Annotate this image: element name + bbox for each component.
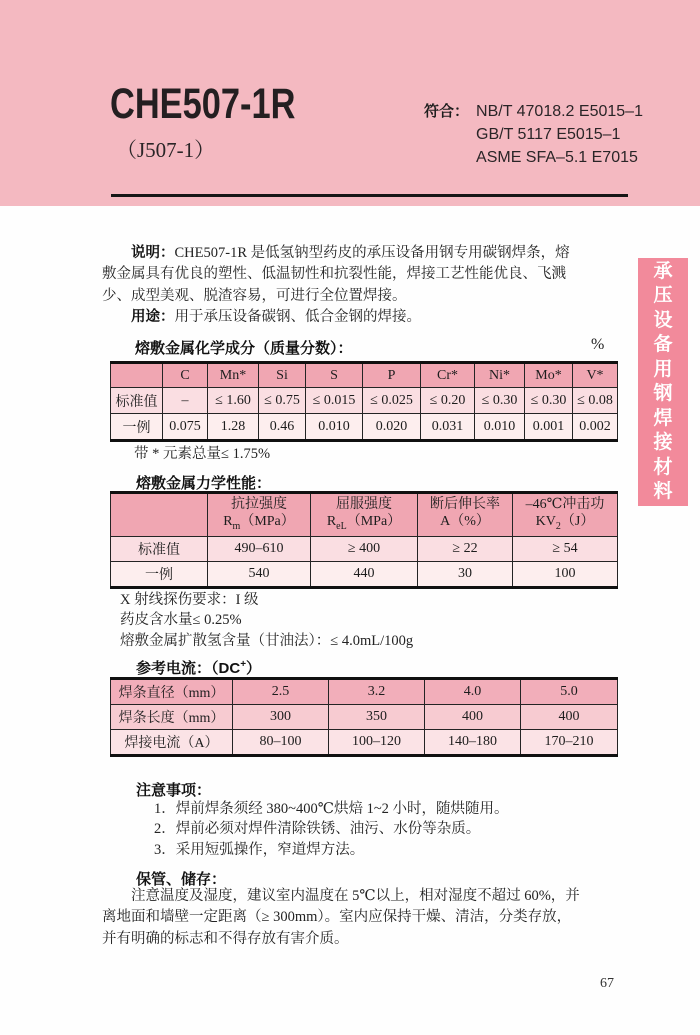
- cell: 3.2: [329, 679, 425, 705]
- cell: ≤ 0.30: [475, 388, 525, 414]
- strip-char: 料: [653, 481, 673, 502]
- current-heading: 参考电流：（DC+）: [136, 659, 262, 677]
- cell: 400: [521, 705, 618, 730]
- usage-text: 用于承压设备碳钢、低合金钢的焊接。: [174, 309, 421, 326]
- table-row: [111, 537, 618, 562]
- cell: 4.0: [425, 679, 521, 705]
- cell: ≤ 0.015: [306, 388, 363, 414]
- mechanics-table: [110, 491, 618, 589]
- cell: 400: [425, 705, 521, 730]
- strip-char: 用: [653, 358, 673, 380]
- corner-cell: [111, 363, 163, 388]
- cell: ≥ 54: [513, 537, 618, 562]
- cell: ≤ 1.60: [208, 388, 259, 414]
- row-label: 焊条长度（mm）: [111, 705, 233, 730]
- header-line1: 断后伸长率: [430, 496, 500, 512]
- row-label: 焊条直径（mm）: [111, 679, 233, 705]
- row-label: 一例: [111, 414, 163, 441]
- mechanics-notes: [120, 590, 413, 651]
- notes-heading: 注意事项：: [136, 782, 212, 799]
- cell: 490–610: [208, 537, 311, 562]
- cell: 80–100: [233, 730, 329, 756]
- usage-paragraph: [102, 307, 574, 328]
- cell: ≤ 0.08: [573, 388, 618, 414]
- column-header: Cr*: [421, 363, 475, 388]
- strip-char: 压: [653, 285, 673, 306]
- header-line2: $R_m(MPa)$: [223, 513, 295, 532]
- cell: 350: [329, 705, 425, 730]
- cell: 0.031: [421, 414, 475, 441]
- header-banner: [0, 0, 700, 206]
- cell: 30: [418, 562, 513, 588]
- cell: 2.5: [233, 679, 329, 705]
- cell: 0.010: [306, 414, 363, 441]
- column-header: P: [363, 363, 421, 388]
- notes-list: [154, 799, 509, 860]
- note-line: 熔敷金属扩散氢含量（甘油法）：≤ 4.0mL/100g: [120, 632, 414, 649]
- header-line2: $R_{eL}(MPa)$: [326, 513, 402, 532]
- cell: 170–210: [521, 730, 618, 756]
- column-header: [418, 493, 513, 537]
- strip-char: 接: [653, 432, 673, 453]
- cell: ≤ 0.025: [363, 388, 421, 414]
- standards-list: [476, 100, 643, 169]
- cell: 0.075: [163, 414, 208, 441]
- header-line2: A（%）: [440, 513, 490, 529]
- column-header: Si: [259, 363, 306, 388]
- cell: 5.0: [521, 679, 618, 705]
- header-rule: [111, 194, 628, 197]
- corner-cell: [111, 493, 208, 537]
- column-header: [513, 493, 618, 537]
- table-row: [111, 679, 618, 705]
- strip-char: 设: [653, 309, 673, 331]
- cell: ≤ 0.20: [421, 388, 475, 414]
- storage-text: 注意温度及湿度，建议室内温度在 5℃以上，相对湿度不超过 60%，并离地面和墙壁一定距离（≥ 300mm）。室内应保持干燥、清洁，分类存放，并有明确的标志和不得存放有害介质。: [102, 888, 580, 947]
- description-text: CHE507-1R 是低氢钠型药皮的承压设备用钢专用碳钢焊条，熔敷金属具有优良的塑性、低温韧性和抗裂性能，焊接工艺性能优良、飞溅少、成型美观、脱渣容易，可进行全位置焊接。: [102, 245, 570, 304]
- strip-char: 材: [653, 456, 673, 478]
- storage-heading: 保管、储存：: [136, 871, 227, 888]
- storage-block: [102, 886, 582, 950]
- product-title: CHE507-1R: [110, 80, 296, 128]
- intro-block: [102, 243, 574, 329]
- note-item: 2．焊前必须对焊件清除铁锈、油污、水份等杂质。: [154, 821, 481, 838]
- column-header: V*: [573, 363, 618, 388]
- note-line: X 射线探伤要求：I 级: [120, 592, 259, 608]
- header-line2: $KV_2(J)$: [535, 513, 595, 532]
- chemistry-header-row: [111, 363, 618, 388]
- table-row: [111, 705, 618, 730]
- chemistry-unit: %: [591, 336, 605, 353]
- header-line1: –46℃冲击功: [525, 496, 605, 512]
- cell: ≥ 400: [311, 537, 418, 562]
- row-label: 焊接电流（A）: [111, 730, 233, 756]
- row-label: 标准值: [111, 537, 208, 562]
- column-header: Mo*: [525, 363, 573, 388]
- header-line1: 抗拉强度: [231, 496, 287, 512]
- standard-line: ASME SFA–5.1 E7015: [476, 149, 638, 166]
- cell: ≥ 22: [418, 537, 513, 562]
- cell: 100–120: [329, 730, 425, 756]
- column-header: [208, 493, 311, 537]
- page-number: 67: [600, 976, 614, 991]
- chemistry-footnote: 带 * 元素总量≤ 1.75%: [134, 446, 271, 462]
- strip-char: 钢: [653, 383, 673, 404]
- note-item: 1．焊前焊条须经 380~400℃烘焙 1~2 小时，随烘随用。: [154, 801, 509, 817]
- cell: 300: [233, 705, 329, 730]
- table-row: [111, 730, 618, 756]
- cell: 0.46: [259, 414, 306, 441]
- table-row: [111, 562, 618, 588]
- cell: 1.28: [208, 414, 259, 441]
- mechanics-header-row: [111, 493, 618, 537]
- note-item: 3．采用短弧操作，窄道焊方法。: [154, 841, 365, 858]
- column-header: Mn*: [208, 363, 259, 388]
- standard-line: NB/T 47018.2 E5015–1: [476, 103, 643, 120]
- current-table: [110, 677, 618, 757]
- cell: 0.002: [573, 414, 618, 441]
- table-row: [111, 414, 618, 441]
- cell: 540: [208, 562, 311, 588]
- cell: 0.010: [475, 414, 525, 441]
- cell: ≤ 0.75: [259, 388, 306, 414]
- cell: 140–180: [425, 730, 521, 756]
- cell: ≤ 0.30: [525, 388, 573, 414]
- cell: 100: [513, 562, 618, 588]
- note-line: 药皮含水量≤ 0.25%: [120, 612, 242, 629]
- cell: –: [163, 388, 208, 414]
- description-paragraph: [102, 243, 574, 307]
- row-label: 一例: [111, 562, 208, 588]
- column-header: [311, 493, 418, 537]
- column-header: S: [306, 363, 363, 388]
- column-header: Ni*: [475, 363, 525, 388]
- mechanics-heading: 熔敷金属力学性能：: [136, 475, 272, 492]
- strip-char: 焊: [653, 407, 673, 429]
- column-header: C: [163, 363, 208, 388]
- strip-char: 承: [653, 260, 673, 282]
- standards-block: [424, 100, 643, 169]
- row-label: 标准值: [111, 388, 163, 414]
- conform-label: 符合：: [424, 103, 470, 120]
- strip-char: 备: [653, 334, 673, 355]
- cell: 0.020: [363, 414, 421, 441]
- category-strip: [638, 258, 688, 506]
- table-row: [111, 388, 618, 414]
- chemistry-table: [110, 361, 618, 442]
- usage-label: 用途：: [131, 309, 175, 326]
- header-line1: 屈服强度: [336, 496, 392, 512]
- chemistry-heading: 熔敷金属化学成分（质量分数）：: [135, 340, 353, 357]
- product-alias: （J507-1）: [116, 138, 216, 162]
- description-label: 说明：: [131, 245, 175, 261]
- cell: 0.001: [525, 414, 573, 441]
- standard-line: GB/T 5117 E5015–1: [476, 126, 621, 143]
- cell: 440: [311, 562, 418, 588]
